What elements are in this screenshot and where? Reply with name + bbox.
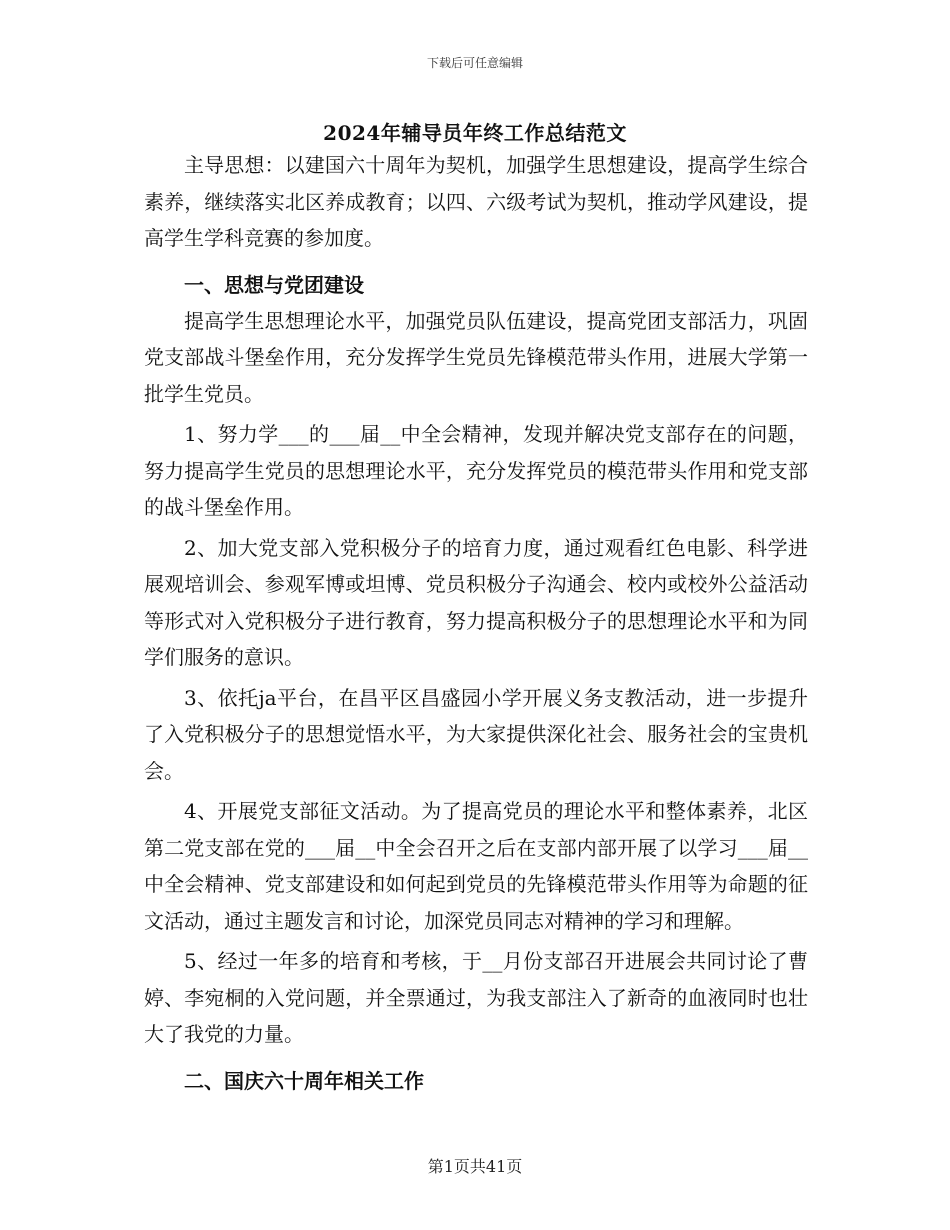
- document-body: [144, 147, 808, 1099]
- paragraph-item-4: 4、开展党支部征文活动。为了提高党员的理论水平和整体素养，北区第二党支部在党的___届__中全会召开之后在支部内部开展了以学习___届__中全会精神、党支部建设和如何起到党员的先锋模范带头作用等为命题的征文活动，通过主题发言和讨论，加深党员同志对精神的学习和理解。: [144, 799, 808, 933]
- page-header-note: 下载后可任意编辑: [426, 56, 523, 70]
- document-title: 2024年辅导员年终工作总结范文: [323, 121, 627, 145]
- section-heading-1: 一、思想与党团建设: [184, 272, 364, 297]
- paragraph-item-2: 2、加大党支部入党积极分子的培育力度，通过观看红色电影、科学进展观培训会、参观军博或坦博、党员积极分子沟通会、校内或校外公益活动等形式对入党积极分子进行教育，努力提高积极分子的思想理论水平和为同学们服务的意识。: [144, 535, 808, 669]
- paragraph-section-1-intro: 提高学生思想理论水平，加强党员队伍建设，提高党团支部活力，巩固党支部战斗堡垒作用，充分发挥学生党员先锋模范带头作用，进展大学第一批学生党员。: [144, 308, 808, 406]
- paragraph-item-5: 5、经过一年多的培育和考核，于__月份支部召开进展会共同讨论了曹婷、李宛桐的入党问题，并全票通过，为我支部注入了新奇的血液同时也壮大了我党的力量。: [144, 949, 808, 1046]
- paragraph-item-1: 1、努力学___的___届__中全会精神，发现并解决党支部存在的问题，努力提高学生党员的思想理论水平，充分发挥党员的模范带头作用和党支部的战斗堡垒作用。: [144, 422, 808, 519]
- paragraph-intro: 主导思想：以建国六十周年为契机，加强学生思想建设，提高学生综合素养，继续落实北区养成教育；以四、六级考试为契机，推动学风建设，提高学生学科竞赛的参加度。: [144, 153, 808, 250]
- section-heading-2: 二、国庆六十周年相关工作: [184, 1068, 424, 1093]
- paragraph-item-3: 3、依托ja平台，在昌平区昌盛园小学开展义务支教活动，进一步提升了入党积极分子的思想觉悟水平，为大家提供深化社会、服务社会的宝贵机会。: [144, 685, 808, 783]
- page-footer: 第1页共41页: [427, 1157, 523, 1176]
